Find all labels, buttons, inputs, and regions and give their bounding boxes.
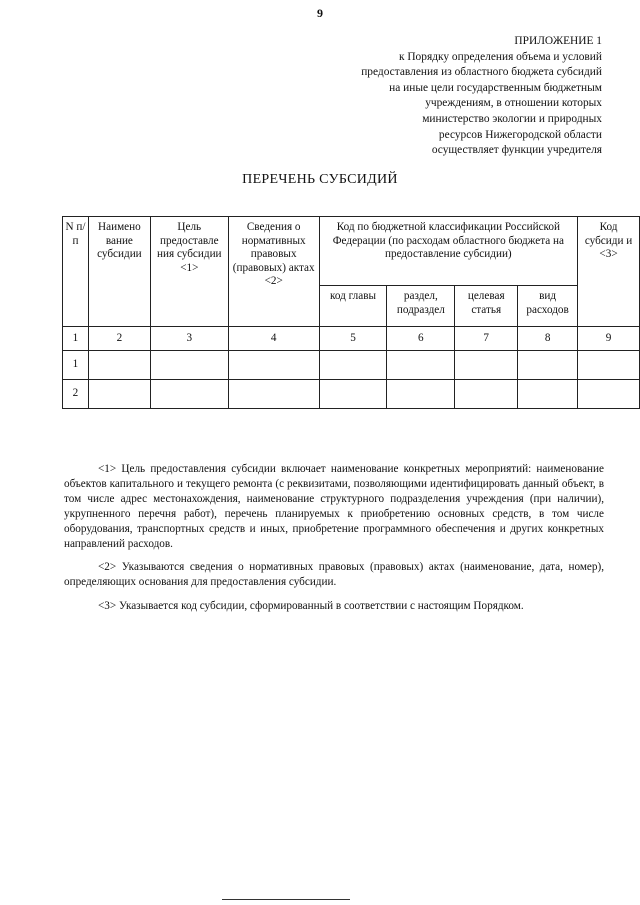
footer-rule <box>222 899 350 900</box>
empty-cell <box>578 380 640 409</box>
header-goal: Цель предоставле ния субсидии <1> <box>150 217 228 327</box>
empty-cell <box>387 351 455 380</box>
column-number: 2 <box>88 327 150 351</box>
column-number: 6 <box>387 327 455 351</box>
row-number: 1 <box>63 351 89 380</box>
document-title: ПЕРЕЧЕНЬ СУБСИДИЙ <box>242 172 398 187</box>
empty-cell <box>228 380 319 409</box>
page-number: 9 <box>317 6 323 20</box>
column-number: 4 <box>228 327 319 351</box>
appendix-line: на иные цели государственным бюджетным <box>389 81 602 94</box>
appendix-line: министерство экологии и природных <box>422 112 602 125</box>
appendix-line: предоставления из областного бюджета субсидий <box>361 66 602 79</box>
column-number: 1 <box>63 327 89 351</box>
empty-cell <box>518 351 578 380</box>
empty-cell <box>228 351 319 380</box>
footnote-1: <1> Цель предоставления субсидии включает наименование конкретных мероприятий: наименование объектов капитального и текущего ремонта (с реквизитами, позволяющими идентифицировать данный объект, в том числе адрес местонахождения, наименование структурного подразделения учреждения (при наличии), укрупненного перечня работ), перечень планируемых к приобретению основных средств, в том числе оборудования, транспортных средств и иных, приобретение программного обеспечения и других конкретных направлений расходов. <box>64 463 604 550</box>
table-row <box>63 380 640 409</box>
empty-cell <box>455 351 518 380</box>
header-budget-classification: Код по бюджетной классификации Российской Федерации (по расходам областного бюджета на предоставление субсидии) <box>319 217 577 286</box>
empty-cell <box>518 380 578 409</box>
header-section: раздел, подраздел <box>387 286 455 327</box>
appendix-heading: ПРИЛОЖЕНИЕ 1 <box>514 35 602 47</box>
empty-cell <box>578 351 640 380</box>
empty-cell <box>319 351 387 380</box>
row-number: 2 <box>63 380 89 409</box>
column-number: 9 <box>578 327 640 351</box>
header-article: целевая статья <box>455 286 518 327</box>
subsidies-table <box>62 216 640 409</box>
empty-cell <box>319 380 387 409</box>
appendix-line: учреждениям, в отношении которых <box>425 97 602 110</box>
footnote-3: <3> Указывается код субсидии, сформированный в соответствии с настоящим Порядком. <box>98 600 524 613</box>
appendix-line: ресурсов Нижегородской области <box>438 128 602 141</box>
footnote-2: <2> Указываются сведения о нормативных правовых (правовых) актах (наименование, дата, номер), определяющих основания для предоставления субсидии. <box>64 561 604 589</box>
empty-cell <box>88 351 150 380</box>
header-subsidy-code: Код субсиди и <3> <box>578 217 640 327</box>
empty-cell <box>455 380 518 409</box>
column-number-row <box>63 327 640 351</box>
header-number: N п/п <box>63 217 89 327</box>
column-number: 5 <box>319 327 387 351</box>
footnotes <box>64 462 604 623</box>
column-number: 3 <box>150 327 228 351</box>
appendix-line: осуществляет функции учредителя <box>431 144 602 157</box>
header-acts: Сведения о нормативных правовых (правовых) актах <2> <box>228 217 319 327</box>
appendix-line: к Порядку определения объема и условий <box>398 50 602 63</box>
empty-cell <box>150 380 228 409</box>
table-header-row <box>63 217 640 286</box>
empty-cell <box>387 380 455 409</box>
table-row <box>63 351 640 380</box>
appendix-block <box>302 34 602 159</box>
header-expense-type: вид расходов <box>518 286 578 327</box>
column-number: 7 <box>455 327 518 351</box>
header-head-code: код главы <box>319 286 387 327</box>
header-name: Наимено вание субсидии <box>88 217 150 327</box>
column-number: 8 <box>518 327 578 351</box>
empty-cell <box>88 380 150 409</box>
empty-cell <box>150 351 228 380</box>
